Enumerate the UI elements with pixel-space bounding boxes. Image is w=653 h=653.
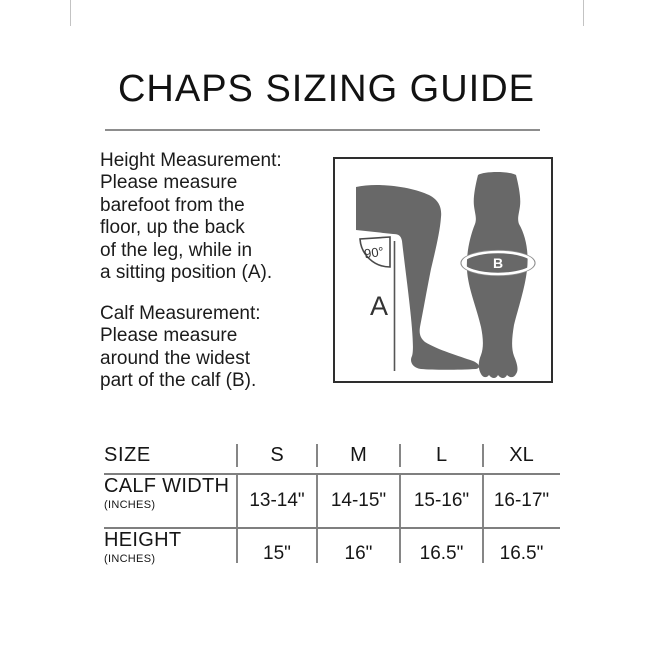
size-col-m <box>317 444 400 467</box>
cell-value: 16.5" <box>499 543 544 564</box>
calf-measurement-text <box>100 303 340 393</box>
text-line: around the widest <box>100 347 250 369</box>
table-cell <box>483 529 560 579</box>
cell-value: 14-15" <box>330 490 387 511</box>
text-line: of the leg, while in <box>100 239 253 261</box>
size-col-label: S <box>270 443 284 466</box>
text-line: Calf Measurement: <box>100 303 261 324</box>
cell-value: 16-17" <box>493 490 550 511</box>
text-line: part of the calf (B). <box>100 370 257 392</box>
row-label: HEIGHT <box>104 529 182 551</box>
table-cell <box>400 475 483 527</box>
height-a-label: A <box>369 291 389 321</box>
text-line: barefoot from the <box>100 194 245 216</box>
size-col-l <box>400 444 483 467</box>
page-title: CHAPS SIZING GUIDE <box>117 68 536 110</box>
text-line: Please measure <box>100 325 238 347</box>
side-leg-illustration <box>356 185 479 370</box>
height-label-cell <box>104 529 237 579</box>
table-cell <box>400 529 483 579</box>
cell-value: 13-14" <box>249 490 305 511</box>
table-cell <box>237 475 317 527</box>
title-divider <box>105 129 540 131</box>
size-table <box>104 437 560 579</box>
size-col-xl <box>483 444 560 467</box>
cell-value: 15" <box>263 543 291 564</box>
size-col-label: L <box>435 443 448 466</box>
size-col-label: XL <box>509 443 534 466</box>
table-cell <box>317 529 400 579</box>
calf-b-label: B <box>492 255 504 271</box>
text-line: Please measure <box>100 172 238 194</box>
calf-width-row <box>104 475 560 529</box>
frame-tick-left <box>70 0 71 26</box>
height-measurement-text <box>100 150 340 284</box>
text-line: Height Measurement: <box>100 150 282 171</box>
text-line: a sitting position (A). <box>100 262 273 284</box>
calf-width-label-cell <box>104 475 237 527</box>
size-header-cell <box>104 444 237 467</box>
cell-value: 15-16" <box>413 490 470 511</box>
text-line: floor, up the back <box>100 217 245 239</box>
leg-measurement-diagram <box>333 157 553 383</box>
angle-90-label: 90° <box>363 243 385 262</box>
row-unit: (INCHES) <box>104 499 156 511</box>
cell-value: 16.5" <box>419 543 464 564</box>
frame-tick-right <box>583 0 584 26</box>
cell-value: 16" <box>344 543 373 564</box>
size-header-label: SIZE <box>104 443 151 466</box>
table-cell <box>317 475 400 527</box>
table-cell <box>237 529 317 579</box>
size-col-label: M <box>350 443 367 466</box>
height-row <box>104 529 560 579</box>
row-unit: (INCHES) <box>104 553 156 565</box>
table-cell <box>483 475 560 527</box>
size-table-header-row <box>104 437 560 475</box>
row-label: CALF WIDTH <box>104 475 230 497</box>
size-col-s <box>237 444 317 467</box>
